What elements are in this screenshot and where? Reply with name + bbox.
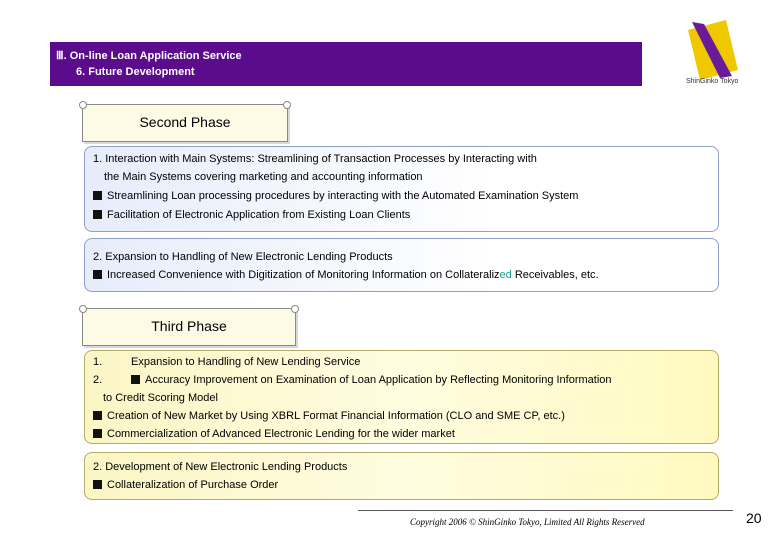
third-phase-item-2 (84, 452, 719, 500)
second-phase-title: Second Phase (139, 114, 231, 130)
shinginko-logo-icon (682, 18, 742, 82)
bullet-text: Streamlining Loan processing procedures by interacting with the Automated Examination System (107, 190, 579, 202)
second-phase-item-1 (84, 146, 719, 232)
company-logo (672, 18, 768, 94)
item-heading: 1. Interaction with Main Systems: Streamlining of Transaction Processes by Interacting with (93, 153, 537, 165)
square-bullet-icon (93, 191, 102, 200)
square-bullet-icon (93, 210, 102, 219)
third-phase-banner (82, 308, 296, 346)
numbered-item (93, 353, 361, 372)
item-text: Expansion to Handling of New Lending Service (131, 356, 361, 368)
page-number: 20 (746, 510, 762, 526)
scroll-curl-icon (79, 305, 87, 313)
item-text: to Credit Scoring Model (103, 392, 218, 404)
bullet-text: Increased Convenience with Digitization of Monitoring Information on Collateraliz (107, 269, 500, 281)
second-phase-banner (82, 104, 288, 142)
third-phase-item-1 (84, 350, 719, 444)
copyright-notice: Copyright 2006 © ShinGinko Tokyo, Limited All Rights Reserved (410, 517, 645, 527)
item-text: the Main Systems covering marketing and accounting information (104, 171, 423, 183)
item-text: Accuracy Improvement on Examination of Loan Application by Reflecting Monitoring Information (145, 374, 612, 386)
bullet-text: Collateralization of Purchase Order (107, 479, 279, 491)
bullet-text: Creation of New Market by Using XBRL Format Financial Information (CLO and SME CP, etc.) (107, 410, 565, 422)
bullet-item (93, 187, 578, 206)
bullet-item (93, 206, 410, 225)
footer-divider (358, 510, 733, 511)
third-phase-title: Third Phase (151, 318, 227, 334)
square-bullet-icon (93, 411, 102, 420)
section-title: Ⅲ. On-line Loan Application Service (56, 50, 242, 62)
bullet-item (93, 266, 599, 285)
square-bullet-icon (93, 480, 102, 489)
bullet-text: Facilitation of Electronic Application from Existing Loan Clients (107, 209, 411, 221)
scroll-curl-icon (79, 101, 87, 109)
square-bullet-icon (93, 270, 102, 279)
bullet-text: Receivables, etc. (511, 269, 599, 281)
item-heading: 2. Expansion to Handling of New Electronic Lending Products (93, 251, 393, 263)
item-heading: 2. Development of New Electronic Lending Products (93, 461, 348, 473)
square-bullet-icon (131, 375, 140, 384)
item-number: 1. (93, 356, 103, 368)
bullet-item (93, 407, 565, 426)
numbered-item (93, 371, 612, 390)
bullet-item (93, 476, 278, 495)
second-phase-item-2 (84, 238, 719, 292)
scroll-curl-icon (283, 101, 291, 109)
highlighted-text: ed (499, 269, 512, 281)
bullet-text: Commercialization of Advanced Electronic Lending for the wider market (107, 428, 455, 440)
square-bullet-icon (93, 429, 102, 438)
item-number: 2. (93, 374, 103, 386)
bullet-item (93, 425, 455, 444)
scroll-curl-icon (291, 305, 299, 313)
slide-header (50, 42, 642, 86)
logo-text: ShinGinko Tokyo (686, 78, 739, 85)
subsection-title: 6. Future Development (76, 66, 195, 78)
